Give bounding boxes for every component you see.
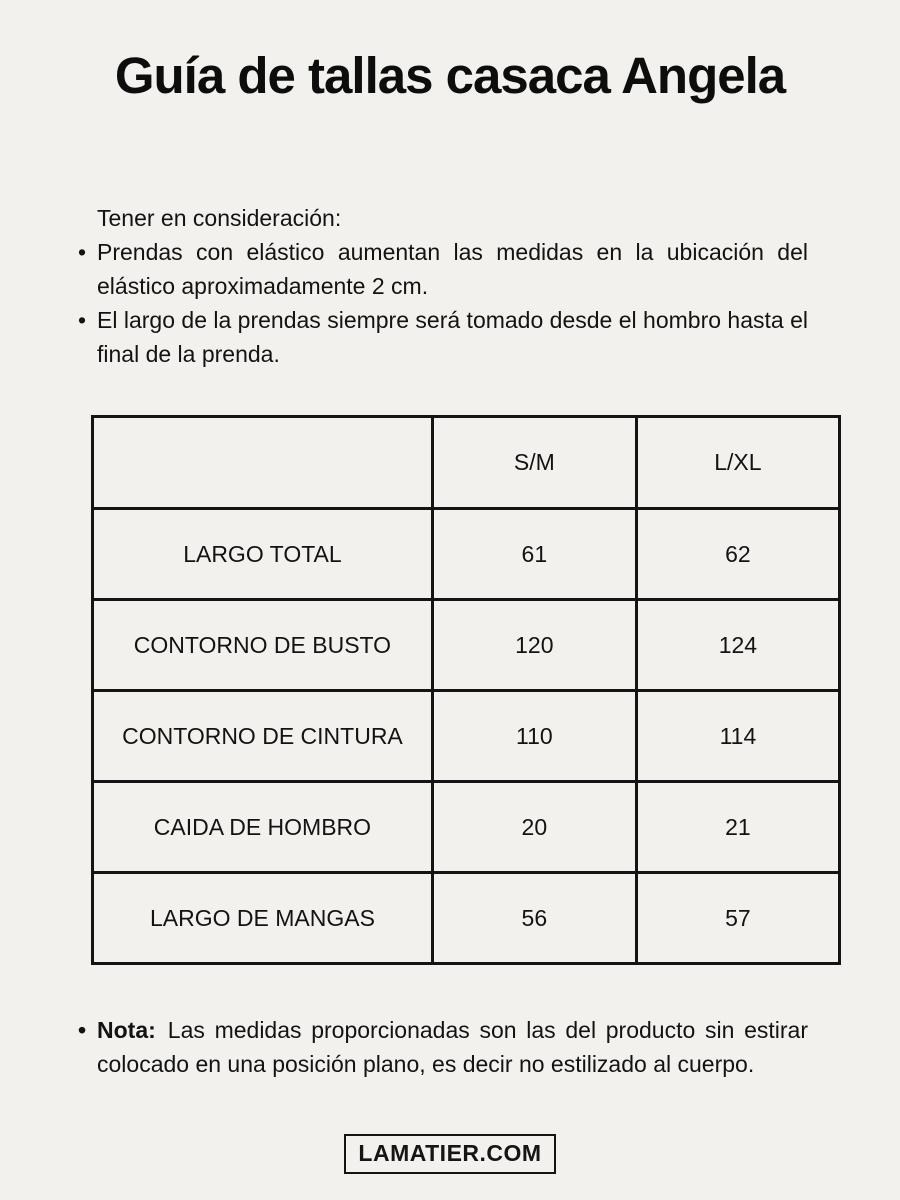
measurement-value-lxl: 62 [636,509,839,600]
measurement-value-sm: 56 [432,873,636,964]
bullet-icon: • [78,307,87,333]
measurement-label: CONTORNO DE BUSTO [93,600,433,691]
bullet-icon: • [78,239,87,265]
measurement-label: CAIDA DE HOMBRO [93,782,433,873]
measurement-value-lxl: 21 [636,782,839,873]
size-table-header-sm: S/M [432,417,636,509]
measurement-label: CONTORNO DE CINTURA [93,691,433,782]
size-table-header-empty [93,417,433,509]
note-item [78,1013,808,1081]
table-row [93,782,840,873]
measurement-value-lxl: 57 [636,873,839,964]
table-row [93,600,840,691]
measurement-label: LARGO TOTAL [93,509,433,600]
consideration-item [78,303,808,371]
brand-text: LAMATIER.COM [358,1140,542,1166]
note-paragraph [97,1013,808,1081]
size-table-header-lxl: L/XL [636,417,839,509]
considerations-section [78,201,808,371]
table-row [93,873,840,964]
note-label: Nota: [97,1017,156,1043]
considerations-heading: Tener en consideración: [97,205,342,231]
table-row [93,509,840,600]
consideration-text: El largo de la prendas siempre será tomado desde el hombro hasta el final de la prenda. [97,307,808,367]
measurement-value-sm: 20 [432,782,636,873]
page-title: Guía de tallas casaca Angela [114,47,786,104]
measurement-value-lxl: 114 [636,691,839,782]
bullet-icon: • [78,1017,87,1043]
consideration-text: Prendas con elástico aumentan las medidas en la ubicación del elástico aproximadamente 2 cm. [97,239,808,299]
measurement-label: LARGO DE MANGAS [93,873,433,964]
consideration-item [78,235,808,303]
size-table [91,415,841,965]
brand-badge [344,1134,555,1174]
measurement-value-sm: 61 [432,509,636,600]
note-section [78,1013,808,1081]
size-table-header-row [93,417,840,509]
footer [0,1134,900,1174]
note-text: Las medidas proporcionadas son las del producto sin estirar colocado en una posición plano, es decir no estilizado al cuerpo. [97,1017,808,1077]
measurement-value-sm: 120 [432,600,636,691]
measurement-value-sm: 110 [432,691,636,782]
table-row [93,691,840,782]
measurement-value-lxl: 124 [636,600,839,691]
